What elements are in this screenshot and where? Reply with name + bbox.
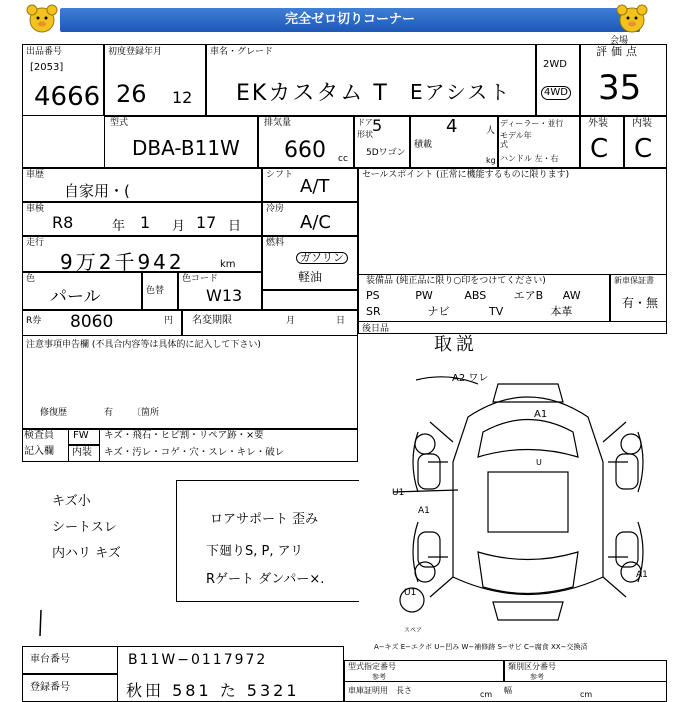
length-unit: cm <box>480 690 493 699</box>
first-reg-label: 初度登録年月 <box>108 47 163 57</box>
grade-value: Eアシスト <box>410 80 512 104</box>
name-change-label: 名変期限 <box>192 315 232 326</box>
interior-label: 内装 <box>632 118 652 129</box>
spare-label: スペア <box>404 627 423 634</box>
length-label: 長さ <box>396 686 412 695</box>
class-label: 類別区分番号 <box>508 662 556 671</box>
mascot-bear-icon <box>24 2 60 36</box>
shift-label: シフト <box>266 170 294 180</box>
name-change-month: 月 <box>286 316 296 326</box>
shift-value: A/T <box>300 176 330 197</box>
interior-check-items: キズ・汚レ・コゲ・穴・スレ・キレ・破レ <box>104 447 285 458</box>
mileage-value: 9万2千942 <box>60 250 185 274</box>
history-value: 自家用・( <box>64 182 130 200</box>
equipment-row-1 <box>362 289 608 305</box>
mascot-bear-icon <box>614 2 650 36</box>
note-left-1: キズ小 <box>52 494 91 509</box>
drive-cell <box>536 44 580 116</box>
color-value: パール <box>50 287 101 307</box>
reg-value: 秋田 581 た 5321 <box>126 681 300 700</box>
shape-value: 5Dワゴン <box>366 148 406 158</box>
mileage-unit: km <box>220 259 236 270</box>
repair-value: 有 <box>104 408 114 418</box>
inspector-entry-label: 記入欄 <box>24 446 54 457</box>
ac-value: A/C <box>300 212 331 233</box>
note-right-1: ロアサポート 歪み <box>210 512 319 527</box>
drive-4wd: 4WD <box>541 86 571 100</box>
equipment-item-0: PS <box>366 289 380 302</box>
name-label: 車名・グレード <box>210 47 274 57</box>
model-year-label: モデル年式 <box>500 131 532 149</box>
load-unit: kg <box>486 156 496 165</box>
name-value: EKカスタム T <box>236 81 389 106</box>
color-label: 色 <box>26 274 36 284</box>
lot-number: 4666 <box>34 82 101 112</box>
warranty-label: 新車保証書 <box>614 276 654 285</box>
equipment-item-row2-0: SR <box>366 305 381 318</box>
drive-2wd: 2WD <box>543 59 567 70</box>
model-label: 型式 <box>110 118 129 128</box>
displacement-unit: cc <box>338 154 348 164</box>
banner-title: 完全ゼロ切りコーナー <box>60 8 640 32</box>
damage-mark-u1-left: U1 <box>392 488 405 498</box>
seats-unit: 人 <box>486 126 496 136</box>
load-label: 積載 <box>414 140 433 150</box>
model-value: DBA-B11W <box>132 136 240 160</box>
note-right-2: 下廻りS, P, アリ <box>206 544 304 559</box>
repair-part: 〔箇所 <box>132 408 160 418</box>
note-left-3: 内ハリ キズ <box>52 546 121 561</box>
sales-label: セールスポイント (正常に機能するものに限ります) <box>362 170 570 180</box>
recycle-unit: 円 <box>164 316 174 326</box>
exterior-grade: C <box>590 134 609 164</box>
width-label: 幅 <box>504 686 512 695</box>
note-right-3: Rゲート ダンパー×. <box>206 572 325 587</box>
color-code-label: 色コード <box>182 274 219 284</box>
lot-sub: [2053] <box>30 62 64 73</box>
reg-label: 登録番号 <box>30 682 70 693</box>
cert-label: 車庫証明用 <box>348 686 388 695</box>
equipment-item-row2-3: 本革 <box>550 305 573 318</box>
pen-mark <box>36 608 46 638</box>
exterior-label: 外装 <box>588 118 608 129</box>
shape-label: 形状 <box>357 130 373 139</box>
color-change-label: 色替 <box>146 286 165 296</box>
top-banner <box>0 0 700 38</box>
rear-item-value: 取説 <box>434 334 478 355</box>
history-cell <box>22 168 262 202</box>
recycle-value: 8060 <box>70 312 114 332</box>
damage-mark-a1-right: A1 <box>636 570 648 580</box>
inspect-day-unit: 日 <box>228 219 242 234</box>
inspect-era: R8 <box>52 213 74 232</box>
damage-mark-a1-top: A1 <box>534 409 548 420</box>
damage-mark-a1-left: A1 <box>418 506 430 516</box>
equipment-item-1: PW <box>415 289 433 302</box>
mileage-label: 走行 <box>26 238 45 248</box>
handle-label: ハンドル 左・右 <box>500 154 559 163</box>
damage-legend: A−キズ E−エクボ U−凹み W−補修跡 S−サビ C−腐食 XX−交換済 <box>374 643 588 651</box>
seats-value: 4 <box>446 116 458 137</box>
inspect-month-unit: 月 <box>172 219 186 234</box>
notes-label: 注意事項申告欄 (不具合内容等は具体的に記入して下さい) <box>26 340 261 350</box>
frame-value: B11W−0117972 <box>128 652 268 668</box>
car-damage-diagram <box>388 372 678 642</box>
color-code-value: W13 <box>206 286 243 305</box>
frame-label: 車台番号 <box>30 654 70 665</box>
class-sub: 参考 <box>530 673 544 681</box>
displacement-label: 排気量 <box>264 118 292 128</box>
repair-label: 修復歴 <box>40 408 68 418</box>
fuel-gasoline: ガソリン <box>296 252 348 264</box>
score-label: 評価点 <box>596 45 641 58</box>
venue-label: 会場 <box>610 36 629 46</box>
equipment-item-3: エアB <box>513 289 544 302</box>
door-value: 5 <box>372 116 383 135</box>
displacement-value: 660 <box>284 138 326 163</box>
equipment-row-2 <box>362 305 608 321</box>
score-value: 35 <box>598 68 642 108</box>
warranty-value: 有・無 <box>622 296 659 310</box>
door-label: ドア <box>357 118 373 127</box>
damage-mark-a2: A2 ワレ <box>452 373 489 384</box>
fw-label: FW <box>73 430 89 441</box>
ac-label: 冷房 <box>266 204 285 214</box>
inspect-label: 車検 <box>26 204 45 214</box>
fw-items: キズ・飛石・ヒビ割・リペア跡・×要 <box>104 430 264 441</box>
history-label: 車歴 <box>26 170 45 180</box>
inspector-label: 検査員 <box>24 430 54 441</box>
fuel-diesel: 軽油 <box>298 270 323 284</box>
first-reg-month: 12 <box>172 88 193 107</box>
type-label: 型式指定番号 <box>348 662 396 671</box>
inspect-year-unit: 年 <box>112 219 126 234</box>
rear-item-label: 後日品 <box>362 324 390 334</box>
damage-mark-u1-bottom: U1 <box>404 588 417 598</box>
interior-grade: C <box>634 134 653 164</box>
inspect-day: 17 <box>196 213 217 232</box>
equipment-item-row2-2: TV <box>489 305 504 318</box>
recycle-label: R券 <box>26 316 42 326</box>
equipment-item-row2-1: ナビ <box>427 305 450 318</box>
equipment-item-4: AW <box>562 289 581 302</box>
fuel-bottom-cell <box>262 290 358 310</box>
note-left-2: シートスレ <box>52 520 117 535</box>
lot-label: 出品番号 <box>26 47 63 57</box>
width-unit: cm <box>580 690 593 699</box>
interior-check-label: 内装 <box>72 447 92 458</box>
dealer-label: ディーラー・並行 <box>500 119 564 128</box>
first-reg-year: 26 <box>116 80 147 108</box>
type-sub: 参考 <box>372 673 386 681</box>
equipment-item-2: ABS <box>464 289 487 302</box>
name-change-day: 日 <box>336 316 346 326</box>
inspect-year-value: 1 <box>140 213 151 232</box>
equipment-label: 装備品 (純正品に限り○印をつけてください) <box>366 276 546 286</box>
fuel-label: 燃料 <box>266 238 285 248</box>
damage-mark-u: U <box>536 458 542 467</box>
